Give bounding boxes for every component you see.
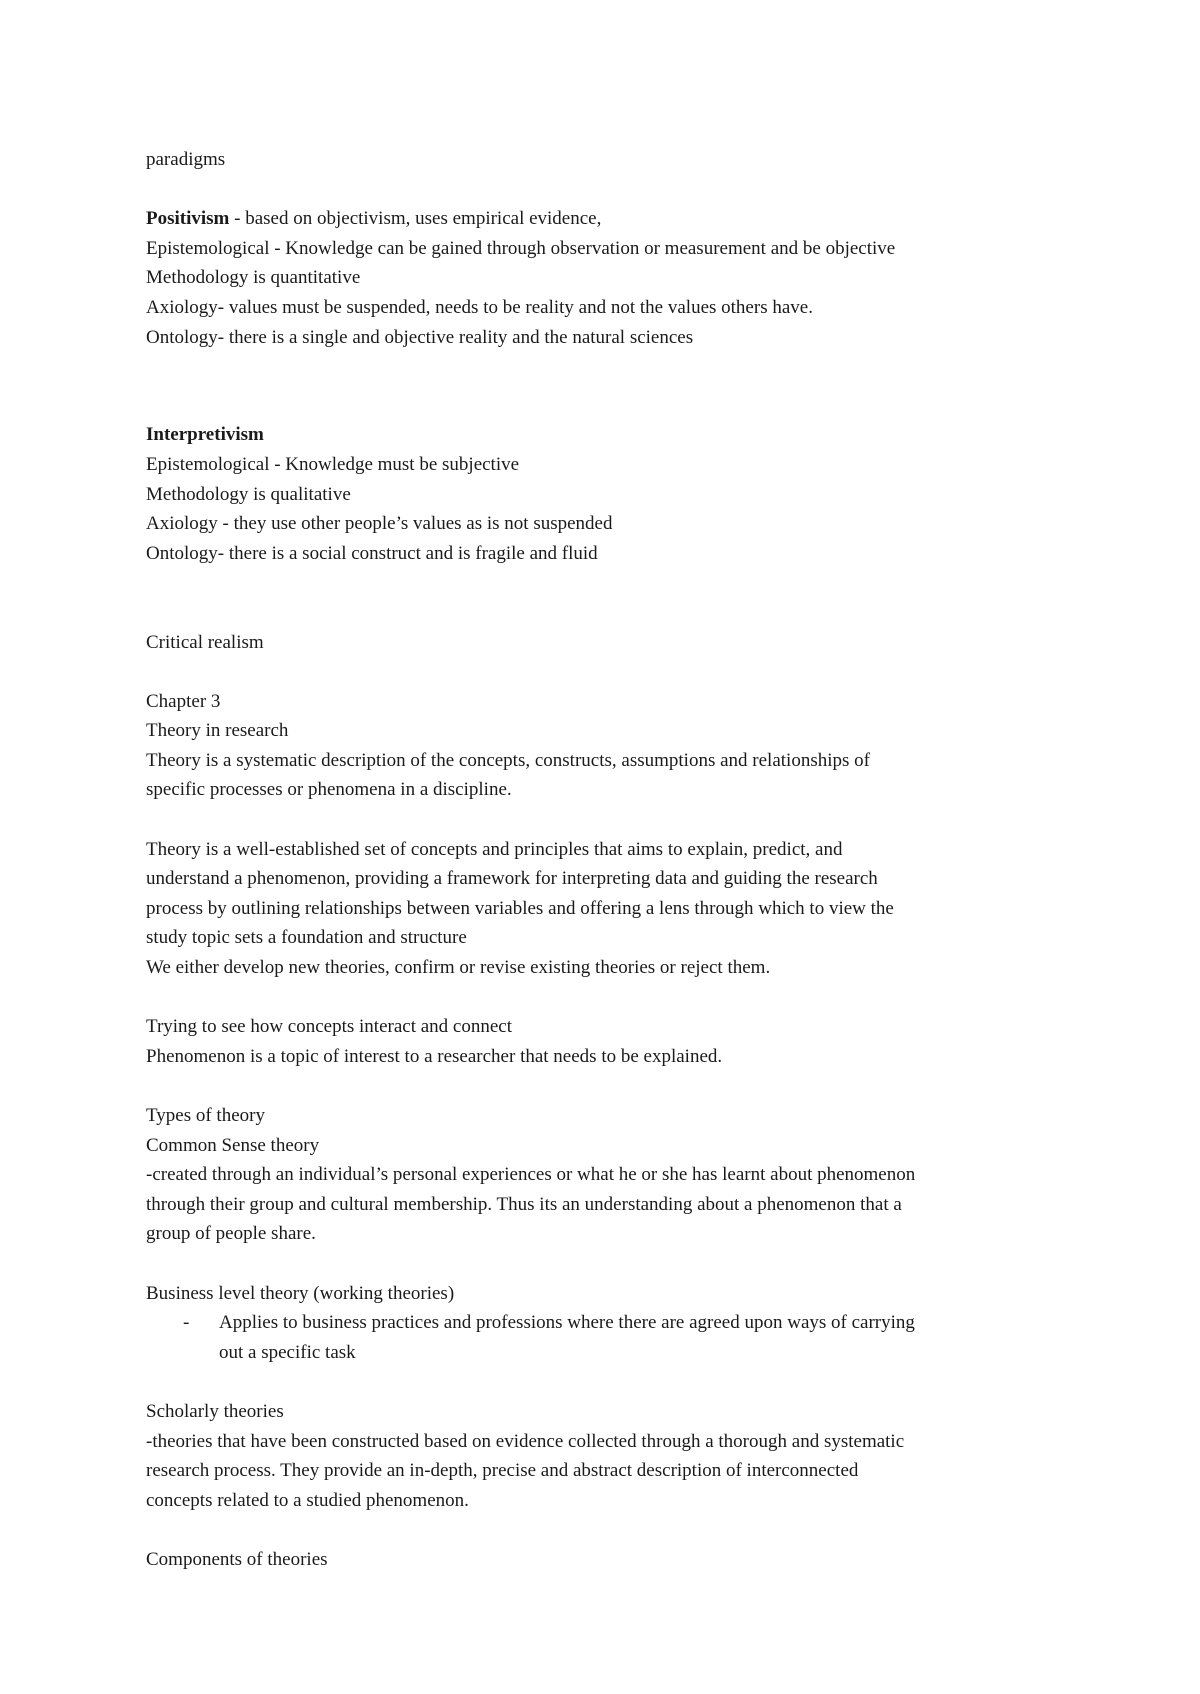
- types-of-theory-heading: Types of theory: [146, 1105, 265, 1126]
- spacer: [146, 805, 1066, 835]
- list-item-line: Applies to business practices and professions where there are agreed upon ways of carrying: [219, 1312, 915, 1334]
- spacer: [146, 411, 1066, 420]
- interpretivism-epistemology: Epistemological - Knowledge must be subjective: [146, 453, 520, 475]
- positivism-ontology: Ontology- there is a single and objective reality and the natural sciences: [146, 326, 694, 348]
- positivism-epistemology: Epistemological - Knowledge can be gained through observation or measurement and be objective: [146, 237, 896, 259]
- spacer: [146, 352, 1066, 411]
- chapter-heading: Chapter 3: [146, 690, 221, 712]
- positivism-title: Positivism: [146, 208, 230, 230]
- positivism-section: [146, 204, 1066, 352]
- critical-realism-heading: Critical realism: [146, 631, 264, 653]
- document-heading: paradigms: [146, 149, 226, 170]
- paragraph-line: understand a phenomenon, providing a framework for interpreting data and guiding the research: [146, 868, 878, 890]
- paragraph-line: research process. They provide an in-depth, precise and abstract description of interconnected: [146, 1460, 859, 1482]
- bullet-list: [146, 1308, 1066, 1367]
- spacer: [146, 568, 1066, 627]
- document-page: [146, 145, 1066, 1575]
- common-sense-heading: Common Sense theory: [146, 1134, 320, 1156]
- paragraph-line: We either develop new theories, confirm or revise existing theories or reject them.: [146, 957, 771, 979]
- dash-bullet: -: [183, 1312, 190, 1334]
- paragraph-line: Theory is a well-established set of concepts and principles that aims to explain, predict, and: [146, 838, 843, 860]
- interpretivism-section: [146, 420, 1066, 568]
- interpretivism-methodology: Methodology is qualitative: [146, 483, 351, 505]
- spacer: [146, 175, 1066, 205]
- paragraph-line: through their group and cultural membership. Thus its an understanding about a phenomenon that a: [146, 1193, 902, 1215]
- paragraph-line: concepts related to a studied phenomenon.: [146, 1489, 469, 1511]
- paragraph-line: -theories that have been constructed based on evidence collected through a thorough and systematic: [146, 1430, 905, 1452]
- list-item-text: [219, 1308, 915, 1367]
- components-heading: Components of theories: [146, 1548, 328, 1570]
- scholarly-heading: Scholarly theories: [146, 1400, 284, 1422]
- paragraph-line: -created through an individual’s personal experiences or what he or she has learnt about phenomenon: [146, 1164, 916, 1186]
- paragraph-line: Trying to see how concepts interact and connect: [146, 1016, 513, 1038]
- spacer: [146, 983, 1066, 1013]
- positivism-heading-line: [146, 204, 1066, 234]
- positivism-summary: - based on objectivism, uses empirical evidence,: [229, 208, 602, 230]
- list-item-line: out a specific task: [219, 1341, 356, 1363]
- paragraph-line: Theory is a systematic description of the concepts, constructs, assumptions and relationships of: [146, 749, 870, 771]
- paragraph-line: study topic sets a foundation and structure: [146, 927, 467, 949]
- paragraph-line: Phenomenon is a topic of interest to a researcher that needs to be explained.: [146, 1045, 723, 1067]
- spacer: [146, 1515, 1066, 1545]
- paragraph-line: group of people share.: [146, 1223, 316, 1245]
- interpretivism-axiology: Axiology - they use other people’s values as is not suspended: [146, 513, 613, 535]
- interpretivism-title: Interpretivism: [146, 424, 264, 446]
- paragraph-line: specific processes or phenomena in a discipline.: [146, 779, 512, 801]
- interpretivism-ontology: Ontology- there is a social construct and is fragile and fluid: [146, 542, 598, 564]
- paragraph-line: process by outlining relationships between variables and offering a lens through which to view the: [146, 897, 894, 919]
- positivism-axiology: Axiology- values must be suspended, needs to be reality and not the values others have.: [146, 296, 813, 318]
- spacer: [146, 1071, 1066, 1101]
- theory-in-research-heading: Theory in research: [146, 720, 289, 742]
- spacer: [146, 1367, 1066, 1397]
- list-item: [183, 1308, 1066, 1367]
- positivism-methodology: Methodology is quantitative: [146, 267, 361, 289]
- spacer: [146, 657, 1066, 687]
- spacer: [146, 1249, 1066, 1279]
- business-level-heading: Business level theory (working theories): [146, 1282, 455, 1304]
